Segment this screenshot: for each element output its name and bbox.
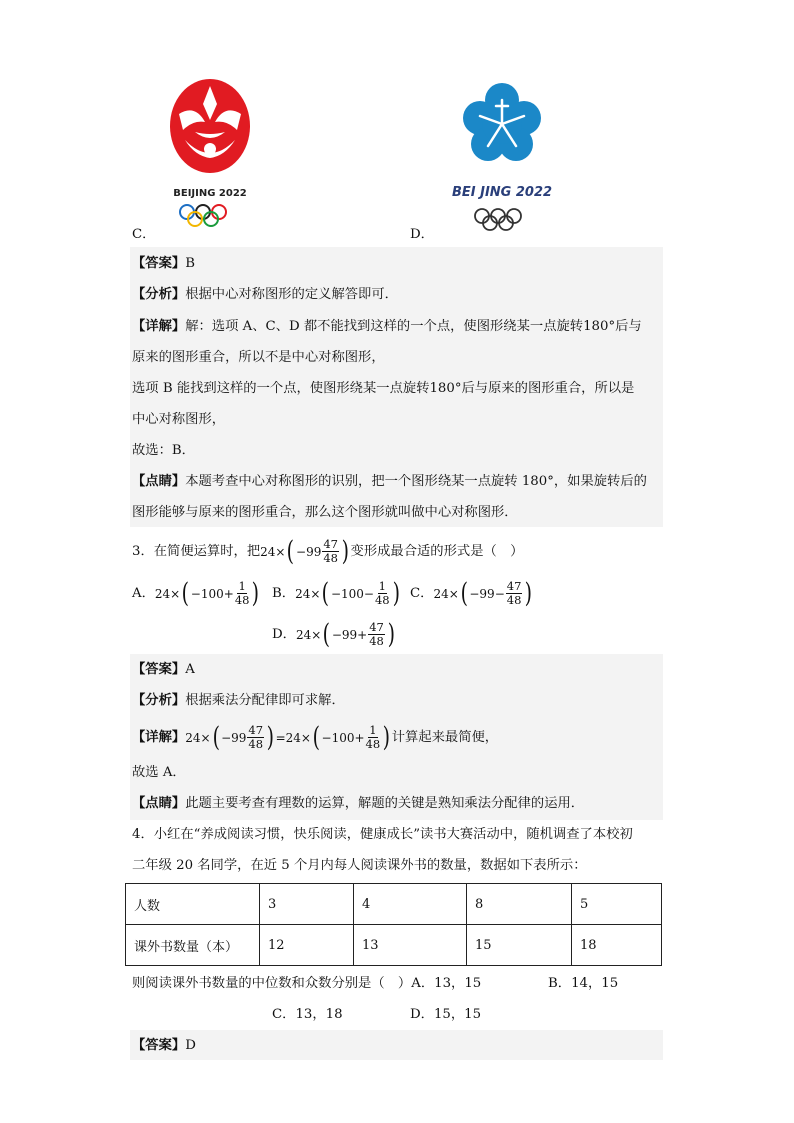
q2-detail-2: 原来的图形重合，所以不是中心对称图形， [132,350,385,365]
table-cell: 18 [572,925,662,966]
table-cell: 课外书数量（本） [126,925,260,966]
table-cell: 3 [260,884,354,925]
table-cell: 4 [354,884,467,925]
q2-analysis: 【分析】根据中心对称图形的定义解答即可． [132,287,398,302]
q2-answer: 【答案】B [132,256,195,271]
logo-c [165,74,255,234]
q3-option-d: D． 24× ( −99 + $\frac{47}{48}$ ) [272,618,395,650]
q4-stem-2: 二年级 20 名同学，在近 5 个月内每人阅读课外书的数量，数据如下表所示： [132,858,587,873]
q4-answer: 【答案】D [132,1038,196,1053]
q3-comment: 【点睛】此题主要考查有理数的运算，解题的关键是熟知乘法分配律的运用． [132,796,585,811]
table-row [126,884,662,925]
q4-question: 则阅读课外书数量的中位数和众数分别是（ ）A．13，15 [132,976,482,991]
q2-detail-3: 选项 B 能找到这样的一个点，使图形绕某一点旋转180°后与原来的图形重合，所以是 [132,381,635,396]
q4-option-b: B．14，15 [548,976,619,991]
q3-answer: 【答案】A [132,662,195,677]
q3-stem: 3．在简便运算时，把 24× ( −99 $\frac{47}{48}$ ) 变形成最合适的形式是（ ） [132,535,524,567]
q3-choose: 故选 A． [132,765,186,780]
q3-option-a: A． 24× ( −100 + $\frac{1}{48}$ ) [132,577,260,609]
q2-detail-4: 中心对称图形， [132,412,226,427]
q3-analysis: 【分析】根据乘法分配律即可求解． [132,693,345,708]
logo-d-caption: BEI JING 2022 [451,185,553,200]
logo-c-caption: BEIJING 2022 [173,188,247,199]
table-cell: 12 [260,925,354,966]
q4-option-d: D．15，15 [410,1007,482,1022]
q4-option-c: C．13，18 [272,1007,343,1022]
q3-options-row [132,577,534,609]
q4-data-table [125,883,662,966]
q2-comment-2: 图形能够与原来的图形重合，那么这个图形就叫做中心对称图形． [132,505,518,520]
table-cell: 人数 [126,884,260,925]
table-cell: 8 [467,884,572,925]
logo-d [438,78,566,236]
table-cell: 15 [467,925,572,966]
q4-stem-1: 4．小红在“养成阅读习惯，快乐阅读，健康成长”读书大赛活动中，随机调查了本校初 [132,827,633,842]
q3-detail: 【详解】 24× ( −99 $\frac{47}{48}$ ) =24× ( −100 + $\frac{1}{48}$ ) 计算起来最简便， [132,721,499,753]
q3-option-c: C． 24× ( −99 − $\frac{47}{48}$ ) [410,577,533,609]
option-d-label: D． [410,227,434,242]
q3-detail-expression: 24× ( −99 $\frac{47}{48}$ ) =24× ( −100 + $\frac{1}{48}$ ) [185,721,391,753]
q2-comment-1: 【点睛】本题考查中心对称图形的识别，把一个图形绕某一点旋转 180°，如果旋转后的 [132,474,647,489]
q4-answer-bg [130,1030,663,1060]
table-row [126,925,662,966]
option-c-label: C． [132,227,156,242]
beijing-opera-mask-icon [165,74,255,234]
q3-option-b: B． 24× ( −100 − $\frac{1}{48}$ ) [272,577,400,609]
table-cell: 5 [572,884,662,925]
table-cell: 13 [354,925,467,966]
snowflake-plum-flower-icon [438,78,566,236]
q2-detail-1: 【详解】解：选项 A、C、D 都不能找到这样的一个点，使图形绕某一点旋转180°后与 [132,319,642,334]
q3-stem-expression: 24× ( −99 $\frac{47}{48}$ ) [260,535,349,567]
q2-choose: 故选：B． [132,443,195,458]
